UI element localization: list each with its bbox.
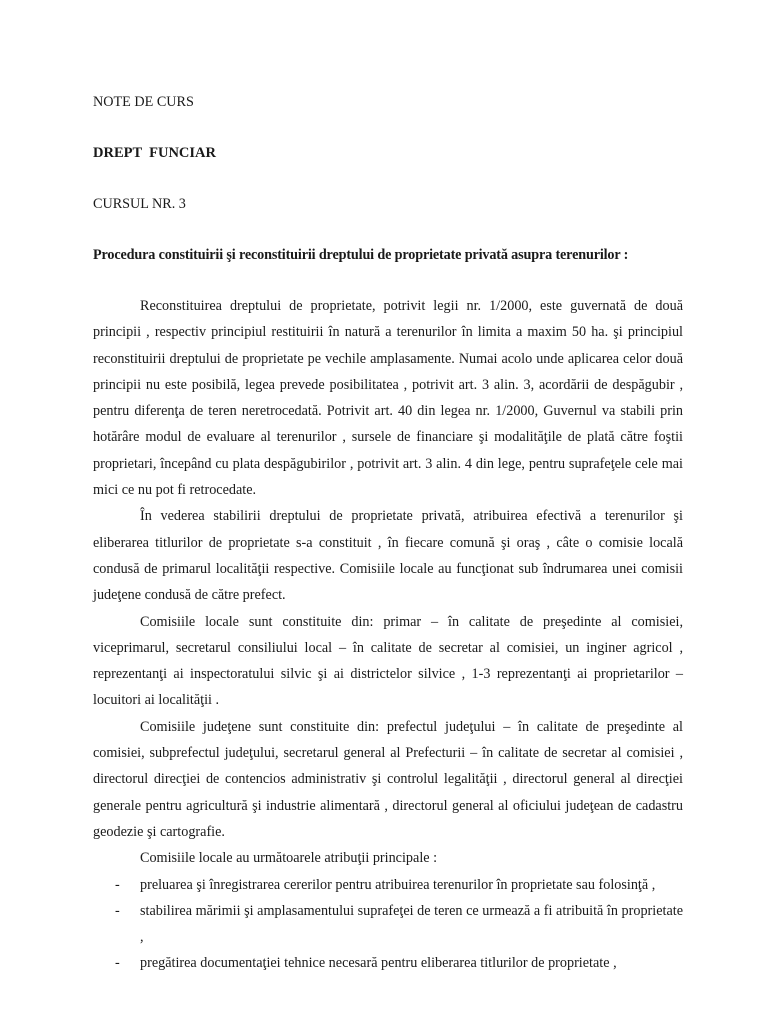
paragraph-atributii: Comisiile locale au următoarele atribuţii principale : bbox=[140, 850, 438, 867]
course-number: CURSUL NR. 3 bbox=[93, 196, 186, 212]
document-page bbox=[93, 90, 683, 977]
list-dash: - bbox=[115, 955, 120, 972]
paragraph-reconstituire: Reconstituirea dreptului de proprietate, potrivit legii nr. 1/2000, este guvernată de două principii , respectiv principiul restituirii în natură a terenurilor în limita a maxim 50 ha. şi principiul reconstituirii dreptului de proprietate pe vechile amplasamente. Numai acolo unde aplicarea celor două principii nu este posibilă, legea prevede posibilitatea , potrivit art. 3 alin. 3, acordării de despăgubir , pentru diferenţa de teren neretrocedată. Potrivit art. 40 din legea nr. 1/2000, Guvernul va stabili prin hotărâre modul de evaluare al terenurilor , sursele de financiare şi modalităţile de plată către foştii proprietari, începând cu plata despăgubirilor , potrivit art. 3 alin. 4 din lege, pentru suprafeţele cele mai mici ce nu pot fi retrocedate. bbox=[93, 298, 683, 499]
paragraph-comisii-judetene: Comisiile judeţene sunt constituite din: prefectul judeţului – în calitate de preşedinte al comisiei, subprefectul judeţului, secretarul general al Prefecturii – în calitate de secretar al comisiei , directorul direcţiei de contencios administrativ şi controlul legalităţii , directorul general al direcţiei generale pentru agricultură şi industrie alimentară , directorul general al oficiului judeţean de cadastru geodezie şi cartografie. bbox=[93, 718, 683, 840]
subject-title: DREPT FUNCIAR bbox=[93, 145, 216, 161]
list-item-text: preluarea şi înregistrarea cererilor pentru atribuirea terenurilor în proprietate sau folosinţă , bbox=[140, 876, 656, 893]
list-item bbox=[93, 872, 683, 898]
list-item bbox=[93, 898, 683, 951]
atributii-list bbox=[93, 872, 683, 977]
list-item-text: pregătirea documentaţiei tehnice necesară pentru eliberarea titlurilor de proprietate , bbox=[140, 955, 617, 972]
paragraph-comisii: În vederea stabilirii dreptului de proprietate privată, atribuirea efectivă a terenurilor şi eliberarea titlurilor de proprietate s-a constituit , în fiecare comună şi oraş , câte o comisie locală condusă de primarul localităţii respective. Comisiile locale au funcţionat sub îndrumarea unei comisii judeţene condusă de către prefect. bbox=[93, 508, 683, 604]
list-dash: - bbox=[115, 902, 120, 919]
paragraph-comisii-locale: Comisiile locale sunt constituite din: primar – în calitate de preşedinte al comisiei, viceprimarul, secretarul consiliului local – în calitate de secretar al comisiei, un inginer agricol , reprezentanţi ai inspectoratului silvic şi ai districtelor silvice , 1-3 reprezentanţi ai proprietarilor – locuitori ai localităţii . bbox=[93, 613, 683, 709]
list-item-text: stabilirea mărimii şi amplasamentului suprafeţei de teren ce urmează a fi atribuită în proprietate , bbox=[140, 902, 683, 946]
note-heading: NOTE DE CURS bbox=[93, 94, 194, 110]
list-item bbox=[93, 950, 683, 976]
list-dash: - bbox=[115, 876, 120, 893]
procedure-title: Procedura constituirii şi reconstituirii dreptului de proprietate privată asupra terenurilor : bbox=[93, 247, 629, 263]
